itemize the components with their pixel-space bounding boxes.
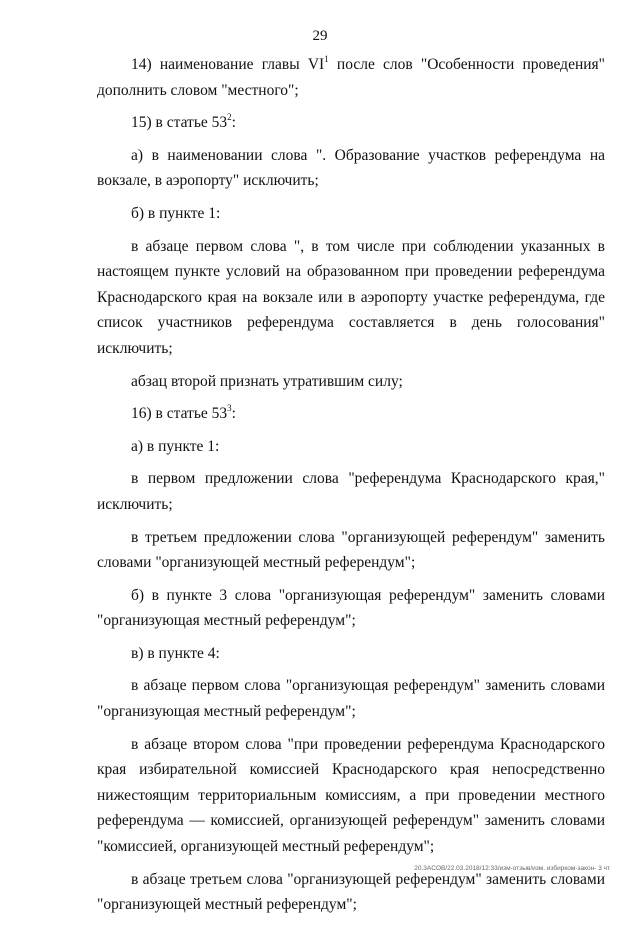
paragraph-text: в абзаце первом слова "организующая референдум" заменить словами "организующая местный референдум"; <box>97 677 605 721</box>
paragraph-text: абзац второй признать утратившим силу; <box>131 372 403 390</box>
superscript: 2 <box>227 112 232 123</box>
paragraph <box>97 143 605 194</box>
paragraph <box>97 201 605 227</box>
paragraph <box>97 369 605 395</box>
paragraph-text: 16) в статье 53 <box>131 405 228 423</box>
superscript: 3 <box>227 403 232 414</box>
paragraph <box>97 466 605 517</box>
footer-stamp: 20.3ACOB/22.03.2018/12:33/изм-отзыв/изм. избирком-закон- 3 чт <box>414 865 610 872</box>
paragraph-text-tail: после слов "Особенности проведения" дополнить словом "местного"; <box>97 56 605 99</box>
paragraph-text: в) в пункте 4: <box>131 644 220 662</box>
paragraph <box>97 52 605 103</box>
paragraph-text: в абзаце первом слова ", в том числе при соблюдении указанных в настоящем пункте условий на образованном при проведении референдума Краснодарского края на вокзале или в аэропорту участке референдума, где список участников референдума составляется в день голосования" исключить; <box>97 237 605 357</box>
paragraph-text-tail: : <box>231 114 236 132</box>
paragraph-text: б) в пункте 1: <box>131 204 221 222</box>
paragraph-text: в первом предложении слова "референдума Краснодарского края," исключить; <box>97 470 605 513</box>
paragraph-text: 14) наименование главы VI <box>131 56 325 73</box>
paragraph <box>97 641 605 667</box>
paragraph <box>97 234 605 362</box>
paragraph-text: в абзаце третьем слова "организующей референдум" заменить словами "организующей местный референдум"; <box>97 870 605 914</box>
paragraph <box>97 401 605 427</box>
paragraph <box>97 867 605 918</box>
paragraph-text: в абзаце втором слова "при проведении референдума Краснодарского края избирательной комиссией Краснодарского края непосредственно нижестоящим территориальным комиссиям, а при проведении местного референдума — комиссией, организующей референдум" заменить словами "комиссией, организующей местный референдум"; <box>97 735 605 856</box>
paragraph <box>97 434 605 460</box>
paragraph <box>97 525 605 576</box>
paragraph <box>97 732 605 860</box>
paragraph <box>97 583 605 634</box>
paragraph-text: в третьем предложении слова "организующей референдум" заменить словами "организующей местный референдум"; <box>97 528 605 572</box>
page-number: 29 <box>312 28 328 44</box>
paragraph-text: а) в наименовании слова ". Образование участков референдума на вокзале, в аэропорту" исключить; <box>97 146 605 190</box>
superscript: 1 <box>324 54 329 64</box>
paragraph <box>97 110 605 136</box>
paragraph <box>97 673 605 724</box>
paragraph-text: а) в пункте 1: <box>131 437 220 455</box>
document-body <box>97 52 605 925</box>
paragraph-text-tail: : <box>231 405 236 423</box>
paragraph-text: б) в пункте 3 слова "организующая референдум" заменить словами "организующая местный референдум"; <box>97 586 605 630</box>
paragraph-text: 15) в статье 53 <box>131 114 228 132</box>
